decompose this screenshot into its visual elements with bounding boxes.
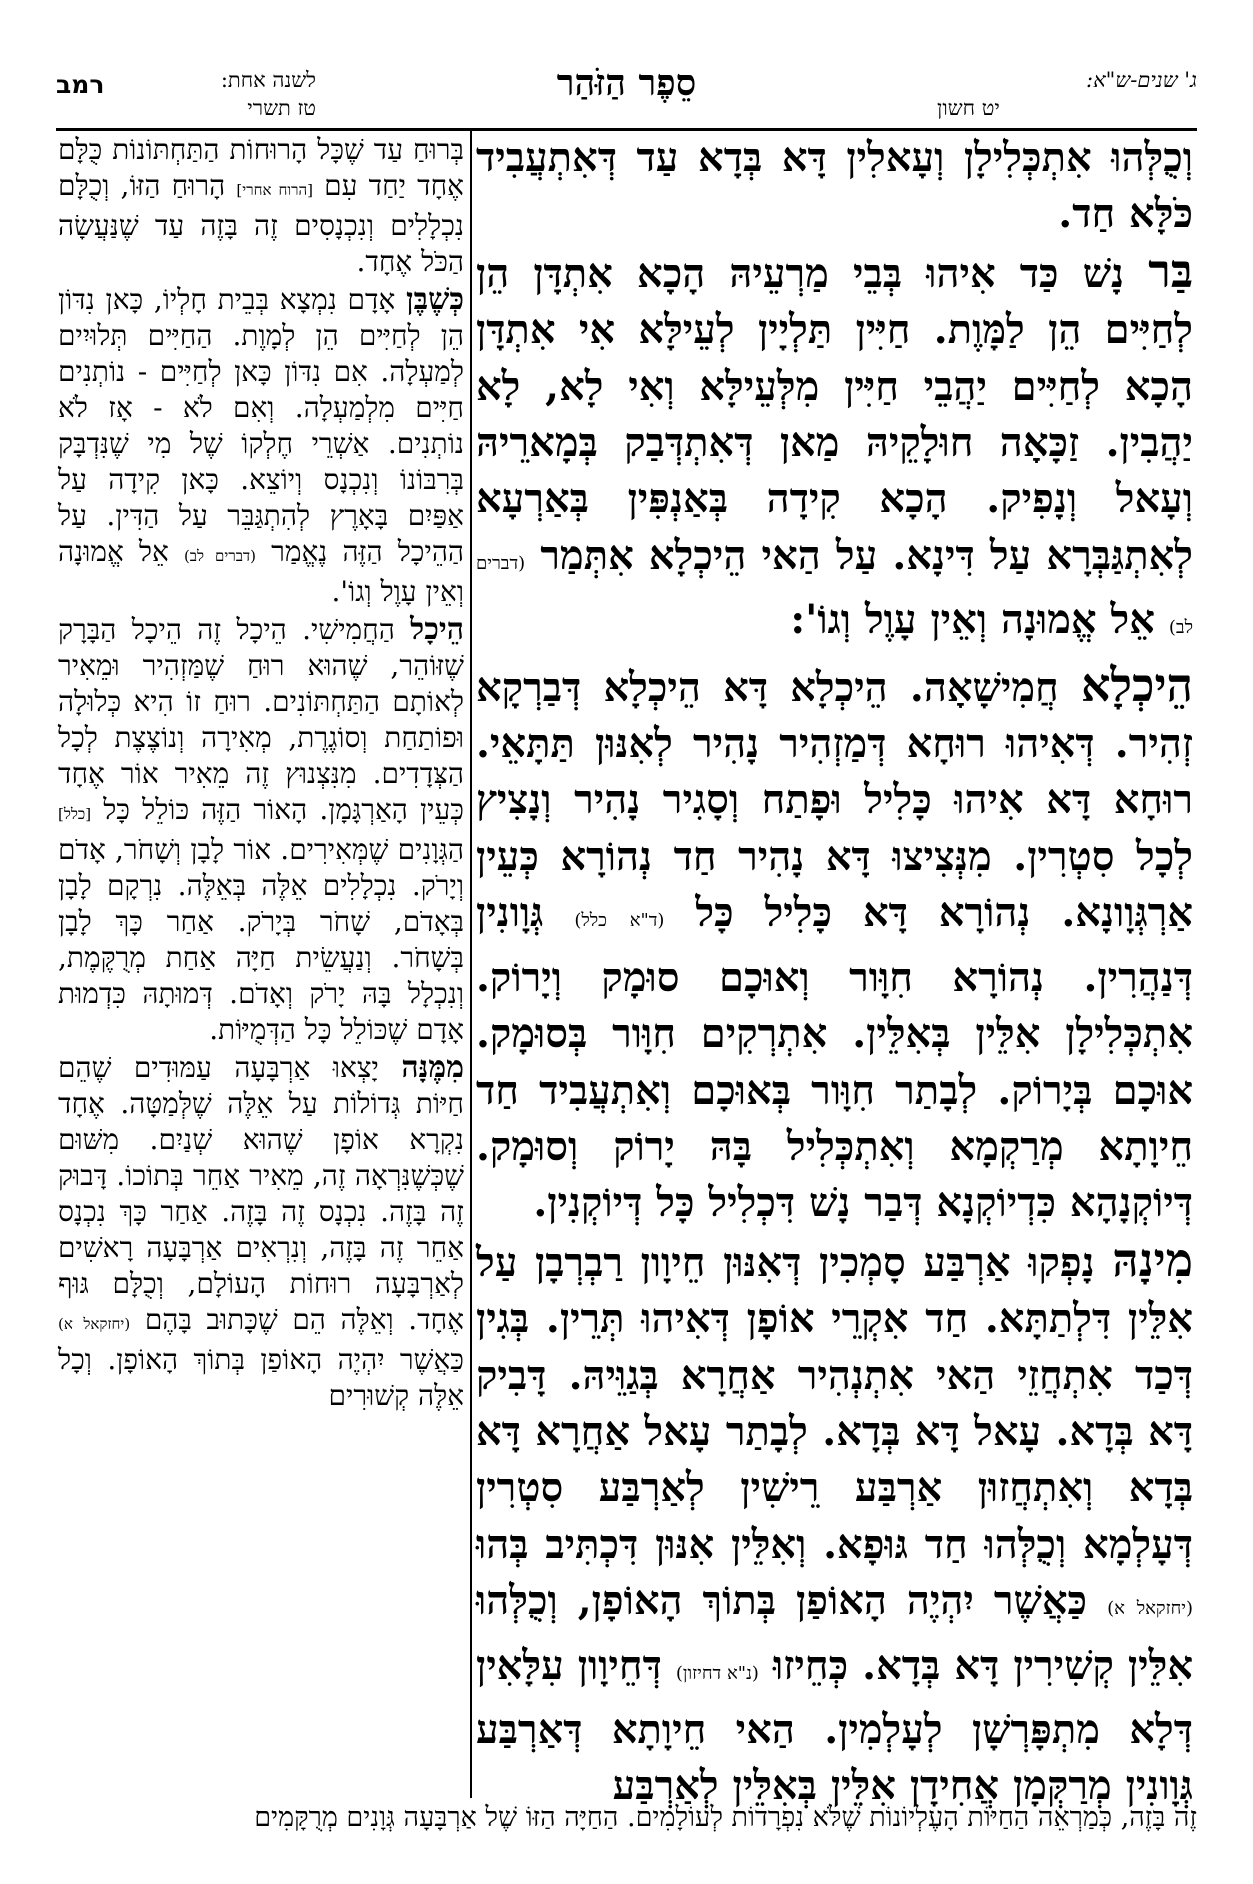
page-header	[56, 62, 1197, 128]
hebrew-paragraph-2	[58, 282, 464, 610]
aramaic-text: דְּחֵיוָון עִלָּאִין דְּלָא מִתְפָּרְשָׁן לְעָלְמִין. הַאי חֵיוָתָא דְּאַרְבַּע גְּוָונִין מְרַקְּמָן אֲחִידָן אִלֵּין בְּאִלֵּין לְאַרְבַּע	[476, 1641, 1193, 1810]
paragraph-lead-word: הֵיכְלָא	[1080, 657, 1193, 712]
schedule-three-years-label: ג' שנים-ש"א:	[1086, 68, 1197, 92]
paragraph-lead-word: הֵיכָל	[410, 612, 464, 647]
schedule-one-year-label: לשנה אחת:	[220, 68, 316, 92]
aramaic-paragraph-4	[476, 1232, 1193, 1815]
hebrew-text: הָרוּחַ הַזּוֹ, וְכֻלָּם נִכְלָלִים וְנִכְנָסִים זֶה בָּזֶה עַד שֶׁנַּעֲשָׂה הַכֹּל אֶחָד.	[58, 169, 464, 278]
aramaic-paragraph-1	[476, 130, 1193, 243]
aramaic-text: נָפְקוּ אַרְבַּע סָמְכִין דְּאִנּוּן חֵיוָון רַבְרְבָן עַל אִלֵּין דִּלְתַתָּא. חַד אִקְרֵי אוֹפָן דְּאִיהוּ תְּרֵין. בְּגִין דְּכַד אִתְחֲזֵי הַאי אִתְנְהִיר אַחֲרָא בְּגַוֵּיהּ. דָּבִיק דָּא בְּדָא. עָאל דָּא בְּדָא. לְבָתַר עָאל אַחֲרָא דָּא בְּדָא וְאִתְחֲזוּן אַרְבַּע רֵישִׁין לְאַרְבַּע סִטְרִין דְּעָלְמָא וְכֻלְּהוּ חַד גּוּפָא. וְאִלֵּין אִנּוּן דִּכְתִּיב בְּהוּ	[476, 1238, 1193, 1568]
hebrew-text: כַּאֲשֶׁר יִהְיֶה הָאוֹפַן בְּתוֹךְ הָאוֹפָן. וְכָל אֵלֶּה קְשׁוּרִים	[58, 1343, 464, 1412]
aramaic-paragraph-3	[476, 657, 1193, 1232]
aramaic-text: גְּוָונִין דְּנַהֲרִין. נְהוֹרָא חִוָּור וְאוּכָם סוּמָק וְיָרוֹק. אִתְכְּלִילָן אִלֵּין בְּאִלֵּין. אִתְרְקִים חִוָּור בְּסוּמָק. אוּכָם בְּיָרוֹק. לְבָתַר חִוָּור בְּאוּכָם וְאִתְעֲבִיד חַד חֵיוָתָא מְרַקְמָא וְאִתְכְּלִיל בָּהּ יָרוֹק וְסוּמָק. דְּיוֹקְנָהָא כִּדְיוֹקְנָא דְּבַר נָשׁ דִּכְלִיל כָּל דְּיוֹקְנִין.	[476, 889, 1193, 1227]
aramaic-text: חֲמִישָׁאָה. הֵיכְלָא דָּא הֵיכְלָא דְּבַרְקָא זְהִיר. דְּאִיהוּ רוּחָא דְּמַזְהִיר נָהִיר לְאִנּוּן תַּתָּאֵי. רוּחָא דָּא אִיהוּ כָּלִיל וּפָתַח וְסָגִיר נָהִיר וְנָצִיץ לְכָל סִטְרִין. מִנְּצִיצוּ דָּא נָהִיר חַד נְהוֹרָא כְּעֵין אַרְגְּוָונָא. נְהוֹרָא דָּא כָּלִיל כָּל	[476, 663, 1193, 937]
aramaic-text: נָשׁ כַּד אִיהוּ בְּבֵי מַרְעֵיהּ הָכָא אִתְדָּן הֵן לְחַיִּים הֵן לַמָּוֶת. חַיִּין תַּלְיָין לְעֵילָּא אִי אִתְדָּן הָכָא לְחַיִּים יַהֲבֵי חַיִּין מִלְּעֵילָּא וְאִי לָא, לָא יַהֲבִין. זַכָּאָה חוּלָקֵיהּ מַאן דְּאִתְדְּבַק בְּמָארֵיהּ וְעָאל וְנָפִיק. הָכָא קִידָה בְּאַנְפִּין בְּאַרְעָא לְאִתְגַּבְּרָא עַל דִּינָא. עַל הַאי הֵיכְלָא אִתְּמַר	[476, 249, 1193, 579]
paragraph-lead-word: מִמֶּנָּה	[401, 1050, 464, 1085]
variant-reading: [הרוח אחרי]	[236, 181, 314, 199]
paragraph-lead-word: מִינָהּ	[1112, 1232, 1193, 1287]
verse-reference: (דברים לב)	[183, 547, 257, 565]
verse-reference: (יחזקאל א)	[58, 1315, 131, 1333]
hebrew-text: הַגְּוָנִים שֶׁמְּאִירִים. אוֹר לָבָן וְשָׁחֹר, אָדֹם וְיָרֹק. נִכְלָלִים אֵלֶּה בְּאֵלֶּה. נִרְקָם לָבָן בְּאָדֹם, שָׁחֹר בְּיָרֹק. אַחַר כָּךְ לָבָן בְּשָׁחֹר. וְנַעֲשֵׂית חַיָּה אַחַת מְרֻקֶּמֶת, וְנִכְלָל בָּהּ יָרֹק וְאָדֹם. דְּמוּתָהּ כִּדְמוּת אָדָם שֶׁכּוֹלֵל כָּל הַדְּמֻיּוֹת.	[58, 833, 464, 1046]
hebrew-paragraph-4	[58, 1050, 464, 1414]
hebrew-text: יָצְאוּ אַרְבָּעָה עַמּוּדִים שֶׁהֵם חַיּוֹת גְּדוֹלוֹת עַל אֵלֶּה שֶׁלְּמַטָּה. אֶחָד נִקְרָא אוֹפָן שֶׁהוּא שְׁנַיִם. מִשּׁוּם שֶׁכְּשֶׁנִּרְאָה זֶה, מֵאִיר אַחֵר בְּתוֹכוֹ. דָּבוּק זֶה בָּזֶה. נִכְנָס זֶה בָּזֶה. אַחַר כָּךְ נִכְנָס אַחֵר זֶה בָּזֶה, וְנִרְאִים אַרְבָּעָה רָאשִׁים לְאַרְבָּעָה רוּחוֹת הָעוֹלָם, וְכֻלָּם גּוּף אֶחָד. וְאֵלֶּה הֵם שֶׁכָּתוּב בָּהֶם	[58, 1051, 465, 1336]
aramaic-text: וְכֻלְּהוּ אִתְכְּלִילָן וְעָאלִין דָּא בְּדָא עַד דְּאִתְעֲבִיד כֹּלָּא חַד.	[476, 134, 1193, 238]
continuation-line: זֶה בָּזֶה, כְּמַרְאֵה הַחַיּוֹת הָעֶלְיוֹנוֹת שֶׁלֹּא נִפְרָדוֹת לְעוֹלָמִים. הַחַיָּה הַזּוֹ שֶׁל אַרְבָּעָה גְּוָנִים מְרֻקָּמִים	[254, 1802, 1197, 1833]
variant-reading: (ד"א כלל)	[574, 910, 665, 932]
aramaic-column	[476, 130, 1193, 1815]
aramaic-text: כַּאֲשֶׁר יִהְיֶה הָאוֹפַן בְּתוֹךְ הָאוֹפָן, וְכֻלְּהוּ אִלֵּין קְשִׁירִין דָּא בְּדָא. כְּחֵיזוּ	[476, 1577, 1193, 1689]
column-divider	[470, 130, 472, 1798]
verse-reference: (יחזקאל א)	[1107, 1598, 1193, 1620]
variant-reading: (נ"א דחיזון)	[675, 1662, 759, 1684]
hebrew-paragraph-1	[58, 132, 464, 280]
schedule-three-years	[937, 66, 1197, 122]
hebrew-translation-column	[58, 132, 464, 1416]
hebrew-text: בְּרוּחַ עַד שֶׁכָּל הָרוּחוֹת הַתַּחְתּוֹנוֹת כֻּלָּם אֶחָד יַחַד עִם	[58, 133, 464, 202]
paragraph-lead-word: כְּשֶׁבֶּן	[405, 282, 464, 317]
book-title: סֵפֶר הַזֹּהַר	[556, 62, 697, 104]
schedule-one-year-date: טז תשרי	[247, 96, 316, 120]
aramaic-paragraph-2	[476, 243, 1193, 657]
aramaic-text: אֵל אֱמוּנָה וְאֵין עָוֶל וְגוֹ':	[790, 596, 1155, 644]
hebrew-text: הַחֲמִישִׁי. הֵיכָל זֶה הֵיכָל הַבָּרָק שֶׁזּוֹהֵר, שֶׁהוּא רוּחַ שֶׁמַּזְהִיר וּמֵאִיר לְאוֹתָם הַתַּחְתּוֹנִים. רוּחַ זוֹ הִיא כְּלוּלָה וּפוֹתַחַת וְסוֹגֶרֶת, מְאִירָה וְנוֹצֶצֶת לְכָל הַצְּדָדִים. מִנִּצְנוּץ זֶה מֵאִיר אוֹר אֶחָד כְּעֵין הָאַרְגָּמָן. הָאוֹר הַזֶּה כּוֹלֵל כָּל	[58, 613, 464, 826]
variant-reading: [כלל]	[58, 805, 92, 823]
hebrew-text: אֵל אֱמוּנָה וְאֵין עָוֶל וְגוֹ'.	[58, 535, 464, 608]
schedule-three-years-date: יט חשון	[937, 96, 1000, 120]
verse-reference: (דברים לב)	[476, 552, 1193, 639]
hebrew-paragraph-3	[58, 612, 464, 1048]
hebrew-text: אָדָם נִמְצָא בְּבֵית חָלְיוֹ, כָּאן נִדּוֹן הֵן לְחַיִּים הֵן לְמָוֶת. הַחַיִּים תְּלוּיִים לְמַעְלָה. אִם נִדּוֹן כָּאן לְחַיִּים - נוֹתְנִים חַיִּים מִלְמַעְלָה. וְאִם לֹא - אָז לֹא נוֹתְנִים. אַשְׁרֵי חֶלְקוֹ שֶׁל מִי שֶׁנִּדְבָּק בְּרִבּוֹנוֹ וְנִכְנָס וְיוֹצֵא. כָּאן קִידָה עַל אַפַּיִם בָּאָרֶץ לְהִתְגַּבֵּר עַל הַדִּין. עַל הַהֵיכָל הַזֶּה נֶאֱמַר	[58, 283, 465, 568]
page-code: רמב	[56, 70, 105, 99]
paragraph-lead-word: בַּר	[1148, 243, 1193, 298]
